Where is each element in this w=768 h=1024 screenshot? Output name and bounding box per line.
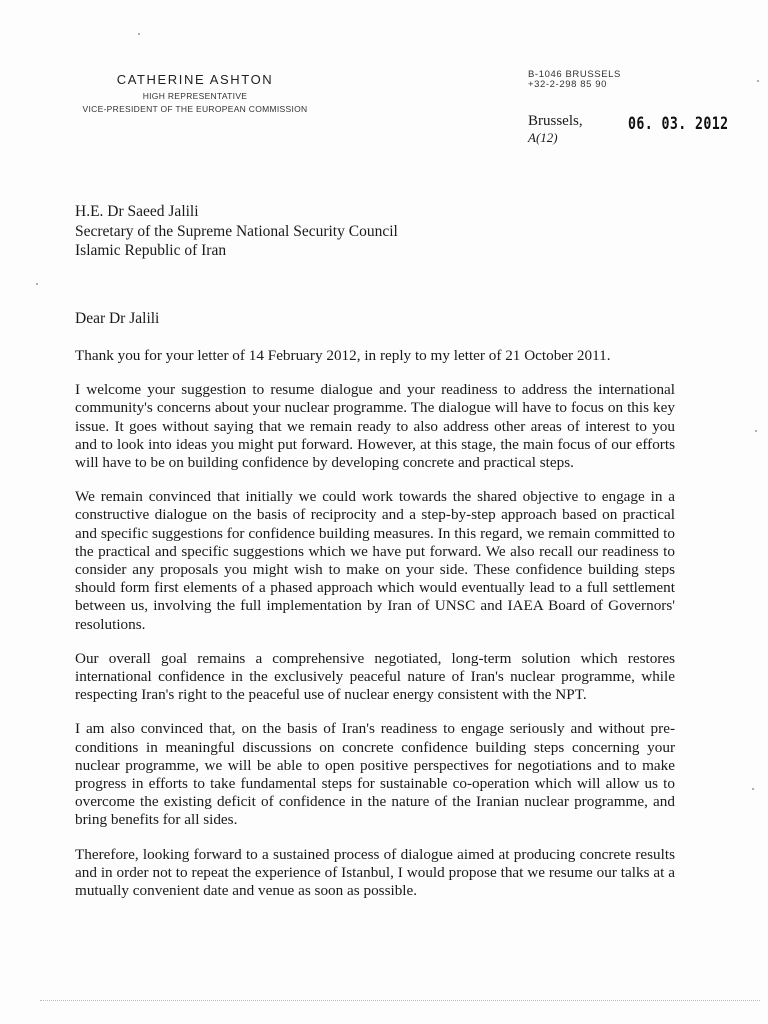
recipient-name: H.E. Dr Saeed Jalili (75, 203, 199, 220)
reference-number: A(12) (528, 130, 558, 145)
scan-speck (752, 788, 754, 790)
place-and-reference (528, 113, 583, 146)
date-stamp: 06. 03. 2012 (628, 114, 729, 134)
letterhead-address (528, 70, 621, 90)
address-city: B-1046 BRUSSELS (528, 69, 621, 80)
salutation: Dear Dr Jalili (75, 310, 160, 327)
scan-speck (755, 430, 757, 432)
paragraph-2: I welcome your suggestion to resume dialogue and your readiness to address the international community's concerns about your nuclear programme. The dialogue will have to focus on this key issue. It goes without saying that we remain ready to also address other areas of interest to you and to look into ideas you might put forward. However, at this stage, the main focus of our efforts will have to be on building confidence by developing concrete and practical steps. (75, 381, 675, 472)
paragraph-4: Our overall goal remains a comprehensive negotiated, long-term solution which restores international confidence in the exclusively peaceful nature of Iran's nuclear programme, while respecting Iran's right to the peaceful use of nuclear energy consistent with the NPT. (75, 649, 675, 704)
scan-speck (138, 33, 140, 35)
scan-speck (36, 283, 38, 285)
letterhead-sender (60, 72, 330, 114)
scan-speck (757, 80, 759, 82)
address-phone: +32-2-298 85 90 (528, 79, 607, 90)
paragraph-5: I am also convinced that, on the basis of Iran's readiness to engage seriously and without pre-conditions in meaningful discussions on concrete confidence building steps concerning your nuclear programme, we will be able to open positive perspectives for negotiations and to make progress in efforts to take fundamental steps for sustainable co-operation which will allow us to overcome the existing deficit of confidence in the nature of the Iranian nuclear programme, and bring benefits for all sides. (75, 720, 675, 829)
paragraph-1: Thank you for your letter of 14 February 2012, in reply to my letter of 21 October 2011. (75, 347, 611, 364)
recipient-position: Secretary of the Supreme National Security Council (75, 222, 398, 240)
sender-name: CATHERINE ASHTON (116, 72, 274, 87)
paragraph-6: Therefore, looking forward to a sustained process of dialogue aimed at producing concrete results and in order not to repeat the experience of Istanbul, I would propose that we resume our talks at a mutually convenient date and venue as soon as possible. (75, 845, 675, 900)
sender-title-vice-president: VICE-PRESIDENT OF THE EUROPEAN COMMISSION (82, 104, 308, 114)
recipient-block (75, 202, 398, 261)
recipient-country: Islamic Republic of Iran (75, 242, 227, 259)
place-text: Brussels, (528, 113, 583, 129)
letter-body (75, 347, 675, 916)
paragraph-3: We remain convinced that initially we could work towards the shared objective to engage in a constructive dialogue on the basis of reciprocity and a step-by-step approach based on practical and specific suggestions for confidence building measures. In this regard, we remain committed to the practical and specific suggestions which we have put forward. We also recall our readiness to consider any proposals you might wish to make on your side. These confidence building steps should form first elements of a phased approach which would eventually lead to a full settlement between us, involving the full implementation by Iran of UNSC and IAEA Board of Governors' resolutions. (75, 488, 675, 633)
footer-divider (40, 1000, 760, 1001)
sender-title-high-representative: HIGH REPRESENTATIVE (142, 91, 248, 101)
